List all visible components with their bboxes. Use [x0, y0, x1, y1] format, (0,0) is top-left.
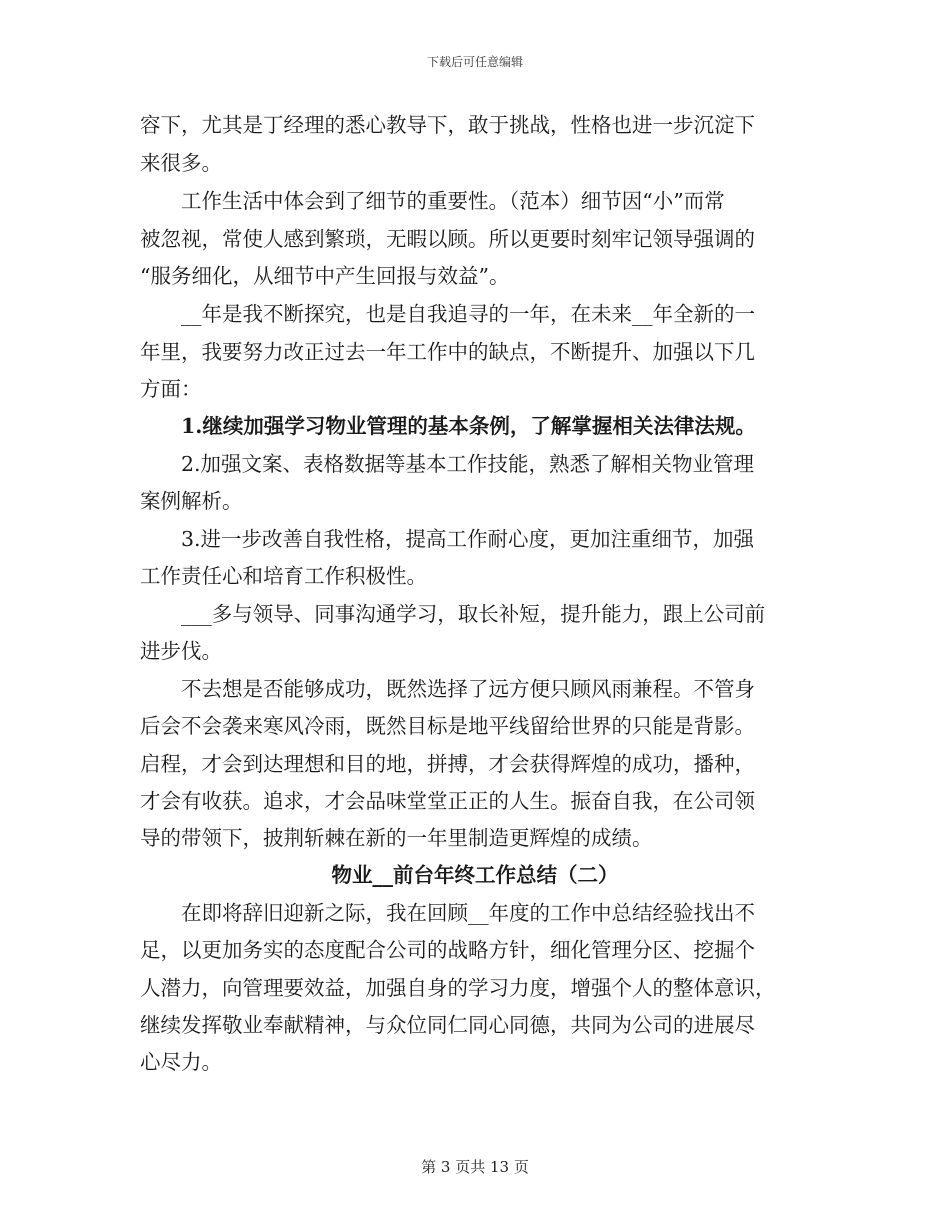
text-line: 心尽力。 [140, 1050, 222, 1074]
text-line: 继续发挥敬业奉献精神，与众位同仁同心同德，共同为公司的进展尽 [140, 1013, 755, 1037]
text-line: 年里，我要努力改正过去一年工作中的缺点，不断提升、加强以下几 [140, 340, 755, 364]
text-line: __年是我不断探究，也是自我追寻的一年，在未来__年全新的一 [140, 302, 755, 326]
list-item-bold: 1.继续加强学习物业管理的基本条例，了解掌握相关法律法规。 [140, 414, 756, 438]
text-line: 工作责任心和培育工作积极性。 [140, 564, 427, 588]
text-line: 导的带领下，披荆斩棘在新的一年里制造更辉煌的成绩。 [140, 826, 653, 850]
list-item: 3.进一步改善自我性格，提高工作耐心度，更加注重细节，加强 [140, 527, 755, 551]
text-line: 不去想是否能够成功，既然选择了远方便只顾风雨兼程。不管身 [140, 677, 755, 701]
text-line: 被忽视，常使人感到繁琐，无暇以顾。所以更要时刻牢记领导强调的 [140, 227, 755, 251]
text-line: 进步伐。 [140, 639, 222, 663]
text-line: 后会不会袭来寒风冷雨，既然目标是地平线留给世界的只能是背影。 [140, 714, 755, 738]
text-line: 足，以更加务实的态度配合公司的战略方针，细化管理分区、挖掘个 [140, 938, 755, 962]
text-line: 案例解析。 [140, 489, 243, 513]
text-line: 容下，尤其是丁经理的悉心教导下，敢于挑战，性格也进一步沉淀下 [140, 113, 755, 137]
text-line: “服务细化，从细节中产生回报与效益”。 [140, 264, 510, 288]
text-line: 在即将辞旧迎新之际，我在回顾__年度的工作中总结经验找出不 [140, 901, 755, 925]
text-line: 启程，才会到达理想和目的地，拼搏，才会获得辉煌的成功，播种， [140, 752, 755, 776]
text-line: ___多与领导、同事沟通学习，取长补短，提升能力，跟上公司前 [140, 602, 766, 626]
list-item: 2.加强文案、表格数据等基本工作技能，熟悉了解相关物业管理 [140, 452, 755, 476]
page-header: 下载后可任意编辑 [426, 55, 523, 69]
text-line: 才会有收获。追求，才会品味堂堂正正的人生。振奋自我，在公司领 [140, 789, 755, 813]
text-line: 来很多。 [140, 151, 222, 175]
text-line: 方面： [140, 377, 202, 401]
text-line: 人潜力，向管理要效益，加强自身的学习力度，增强个人的整体意识， [140, 976, 776, 1000]
page-footer: 第 3 页共 13 页 [421, 1158, 529, 1176]
section-title: 物业__前台年终工作总结（二） [331, 863, 619, 887]
text-line: 工作生活中体会到了细节的重要性。（范本）细节因“小”而常 [140, 189, 725, 213]
